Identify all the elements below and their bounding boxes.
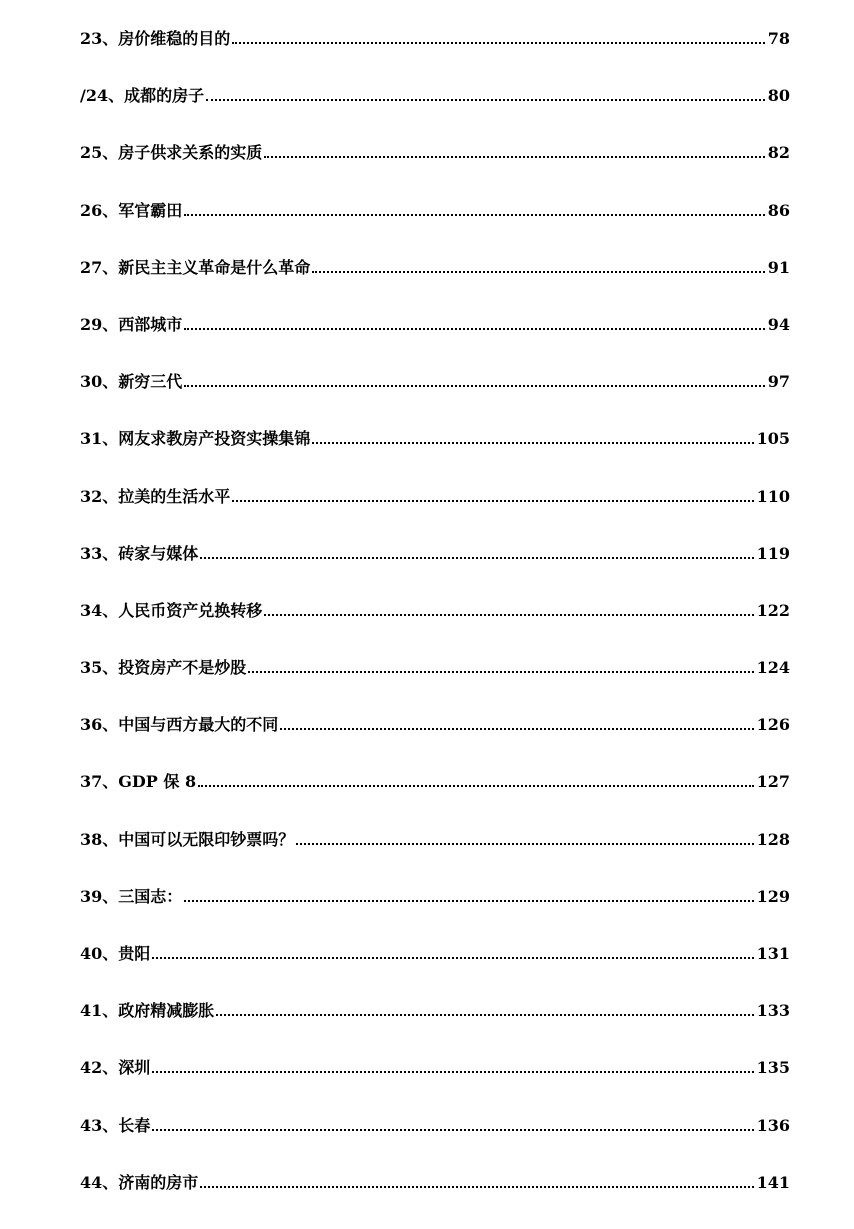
toc-entry[interactable] bbox=[80, 85, 790, 142]
dot-leader bbox=[200, 543, 753, 559]
toc-entry-page-number: 78 bbox=[767, 29, 790, 48]
toc-entry-title: 27、新民主主义革命是什么革命 bbox=[80, 257, 311, 277]
toc-entry-page-number: 135 bbox=[756, 1058, 790, 1078]
toc-entry-title: 30、新穷三代 bbox=[80, 372, 183, 392]
toc-entry[interactable] bbox=[80, 657, 790, 714]
toc-entry-page-number: 110 bbox=[756, 486, 790, 506]
dot-leader bbox=[216, 1000, 753, 1016]
toc-entry[interactable] bbox=[80, 200, 790, 257]
toc-entry-title: 26、军官霸田 bbox=[80, 200, 183, 220]
toc-entry-title: 40、贵阳 bbox=[80, 944, 151, 963]
toc-entry-title: 37、GDP 保 8 bbox=[80, 772, 197, 792]
toc-entry-title: 23、房价维稳的目的 bbox=[80, 29, 231, 48]
dot-leader bbox=[184, 371, 764, 387]
toc-entry-page-number: 141 bbox=[756, 1172, 790, 1192]
toc-entry[interactable] bbox=[80, 1115, 790, 1172]
toc-entry-page-number: 126 bbox=[756, 715, 790, 735]
dot-leader bbox=[264, 600, 753, 616]
dot-leader bbox=[206, 85, 765, 101]
toc-entry-page-number: 94 bbox=[767, 314, 790, 334]
toc-entry-title: 38、中国可以无限印钞票吗？ bbox=[80, 829, 295, 849]
toc-entry-page-number: 133 bbox=[756, 1001, 790, 1021]
toc-entry[interactable] bbox=[80, 28, 790, 85]
dot-leader bbox=[198, 771, 753, 787]
dot-leader bbox=[152, 1115, 753, 1131]
toc-entry-title: 43、长春 bbox=[80, 1115, 151, 1135]
dot-leader bbox=[152, 943, 753, 959]
toc-entry-title: 41、政府精减膨胀 bbox=[80, 1001, 215, 1021]
toc-entry-page-number: 97 bbox=[767, 372, 790, 392]
dot-leader bbox=[312, 428, 753, 444]
toc-entry-page-number: 119 bbox=[756, 543, 790, 563]
toc-entry-page-number: 128 bbox=[756, 829, 790, 849]
toc-entry[interactable] bbox=[80, 257, 790, 314]
dot-leader bbox=[248, 657, 753, 673]
dot-leader bbox=[184, 200, 764, 216]
toc-entry[interactable] bbox=[80, 428, 790, 485]
toc-entry-page-number: 124 bbox=[756, 658, 790, 678]
table-of-contents bbox=[80, 28, 790, 1229]
toc-entry[interactable] bbox=[80, 1057, 790, 1114]
toc-entry[interactable] bbox=[80, 771, 790, 828]
toc-entry[interactable] bbox=[80, 829, 790, 886]
toc-entry-title: 44、济南的房市 bbox=[80, 1172, 199, 1192]
dot-leader bbox=[296, 829, 753, 845]
toc-entry-title: 34、人民币资产兑换转移 bbox=[80, 600, 263, 620]
toc-entry-page-number: 86 bbox=[767, 200, 790, 220]
toc-entry-page-number: 105 bbox=[756, 429, 790, 449]
dot-leader bbox=[280, 714, 753, 730]
dot-leader bbox=[232, 28, 764, 44]
toc-entry-page-number: 80 bbox=[767, 86, 790, 106]
toc-entry-page-number: 136 bbox=[756, 1115, 790, 1135]
toc-entry-page-number: 82 bbox=[767, 143, 790, 163]
dot-leader bbox=[200, 1172, 753, 1188]
dot-leader bbox=[152, 1057, 753, 1073]
toc-entry-title: 31、网友求教房产投资实操集锦 bbox=[80, 429, 311, 449]
toc-entry-title: 39、三国志： bbox=[80, 886, 183, 906]
toc-entry[interactable] bbox=[80, 314, 790, 371]
toc-entry-title: 33、砖家与媒体 bbox=[80, 543, 199, 563]
toc-entry[interactable] bbox=[80, 543, 790, 600]
toc-entry-title: /24、成都的房子 bbox=[80, 86, 205, 106]
toc-entry[interactable] bbox=[80, 886, 790, 943]
toc-entry[interactable] bbox=[80, 371, 790, 428]
toc-entry-page-number: 122 bbox=[756, 600, 790, 620]
toc-entry[interactable] bbox=[80, 943, 790, 1000]
dot-leader bbox=[184, 886, 753, 902]
toc-entry[interactable] bbox=[80, 1172, 790, 1229]
toc-entry-title: 36、中国与西方最大的不同 bbox=[80, 715, 279, 735]
dot-leader bbox=[312, 257, 764, 273]
toc-entry[interactable] bbox=[80, 486, 790, 543]
dot-leader bbox=[184, 314, 764, 330]
toc-entry[interactable] bbox=[80, 1000, 790, 1057]
toc-entry[interactable] bbox=[80, 600, 790, 657]
toc-entry-title: 35、投资房产不是炒股 bbox=[80, 658, 247, 678]
toc-entry-page-number: 91 bbox=[767, 257, 790, 277]
toc-entry[interactable] bbox=[80, 714, 790, 771]
toc-entry-page-number: 131 bbox=[756, 944, 790, 963]
toc-entry[interactable] bbox=[80, 142, 790, 199]
toc-entry-title: 42、深圳 bbox=[80, 1058, 151, 1078]
toc-entry-page-number: 129 bbox=[756, 886, 790, 906]
dot-leader bbox=[232, 486, 753, 502]
toc-entry-title: 25、房子供求关系的实质 bbox=[80, 143, 263, 163]
toc-entry-title: 29、西部城市 bbox=[80, 314, 183, 334]
toc-entry-page-number: 127 bbox=[756, 772, 790, 792]
toc-entry-title: 32、拉美的生活水平 bbox=[80, 486, 231, 506]
dot-leader bbox=[264, 142, 764, 158]
